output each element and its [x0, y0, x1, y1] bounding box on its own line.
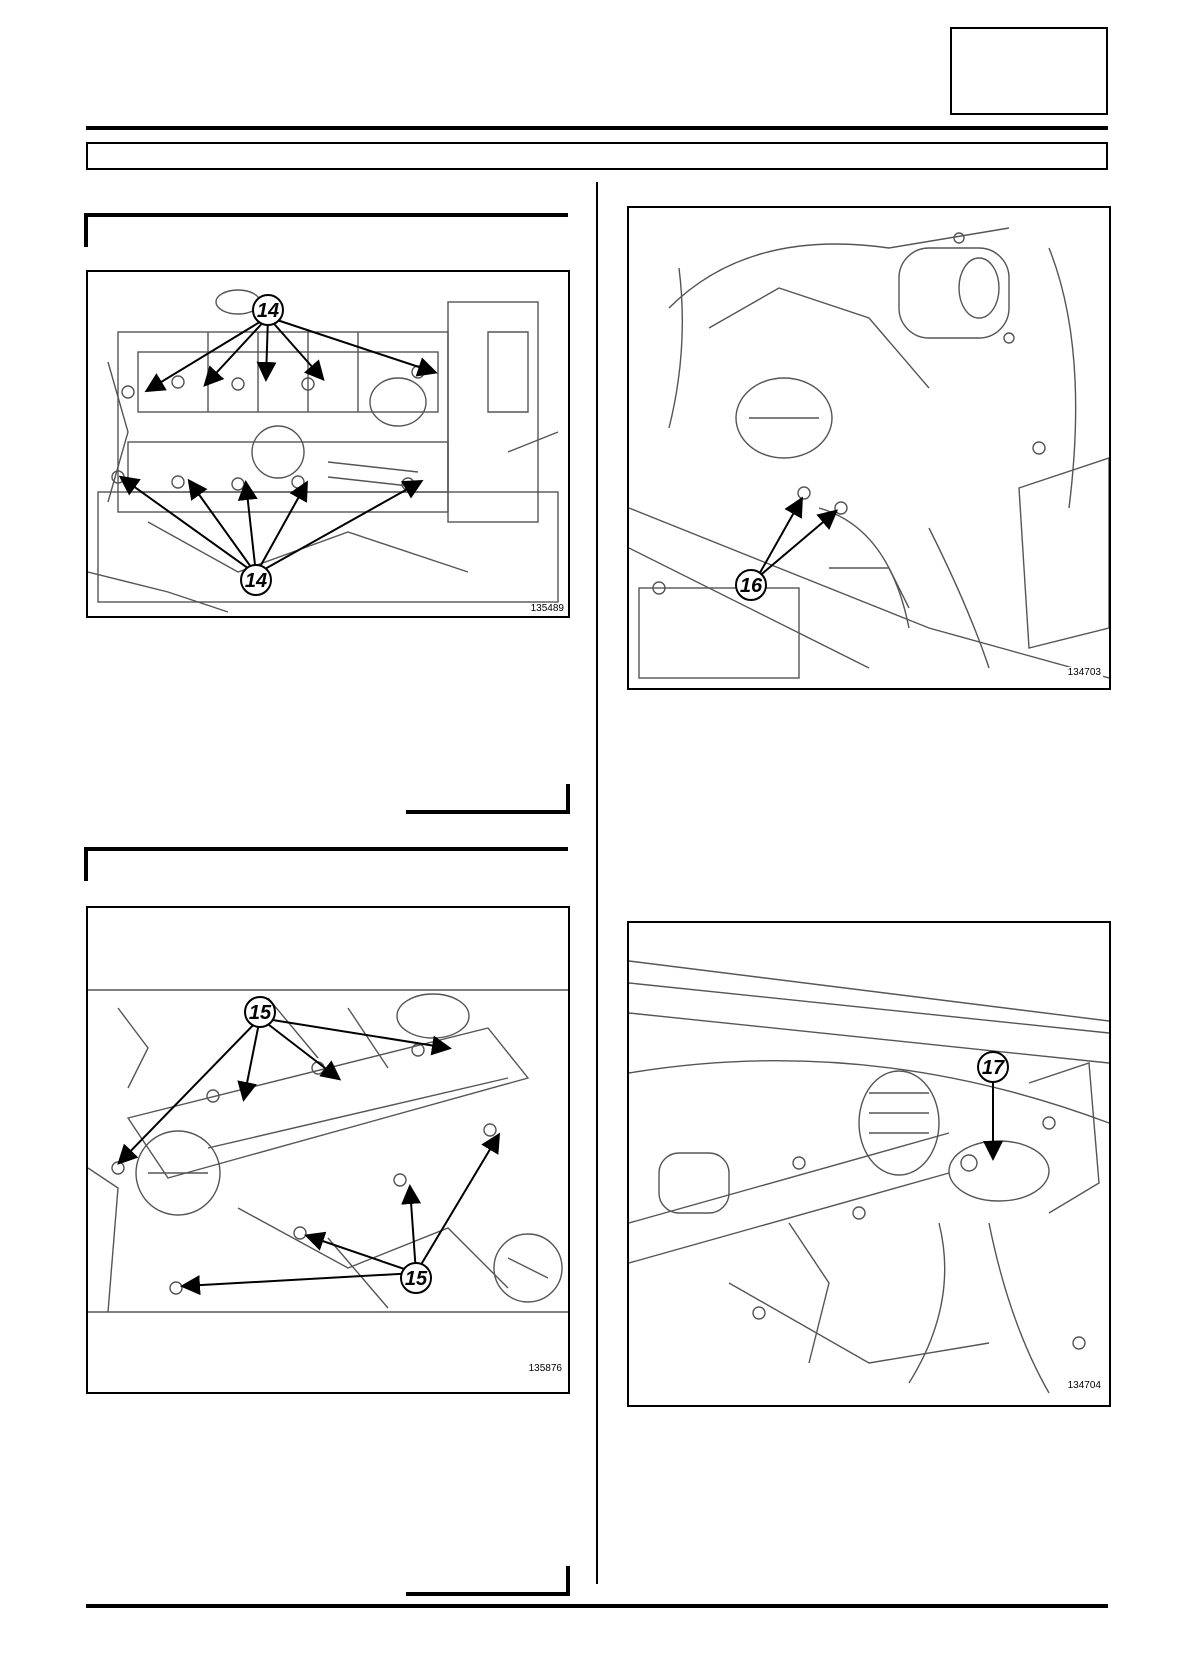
figure-4 [627, 921, 1111, 1407]
figure-2 [86, 906, 570, 1394]
figure-1-reference-number: 135489 [530, 603, 564, 614]
section-2-bracket-open [84, 847, 568, 881]
svg-text:17: 17 [981, 1057, 1005, 1079]
callout-15-top [245, 997, 275, 1027]
figure-4-reference-number: 134704 [1067, 1380, 1101, 1391]
svg-text:16: 16 [739, 575, 763, 597]
section-2-bracket-close [406, 1566, 570, 1596]
callout-15-bottom [401, 1263, 431, 1293]
figure-2-reference-number: 135876 [528, 1363, 562, 1374]
title-bar [86, 142, 1108, 170]
page-number-box [950, 27, 1108, 115]
footer-rule [86, 1604, 1108, 1608]
callout-17 [978, 1052, 1008, 1082]
figure-3-reference-number: 134703 [1067, 667, 1101, 678]
svg-text:15: 15 [248, 1002, 272, 1024]
engine-line-drawing-2 [88, 908, 568, 1392]
header-rule [86, 126, 1108, 130]
engine-line-drawing-3 [629, 208, 1109, 688]
svg-text:14: 14 [244, 570, 268, 592]
callout-16 [736, 570, 766, 600]
engine-line-drawing-1 [88, 272, 568, 616]
figure-1 [86, 270, 570, 618]
svg-text:14: 14 [256, 300, 280, 322]
section-1-bracket-close [406, 784, 570, 814]
callout-14-bottom [241, 565, 271, 595]
svg-text:15: 15 [404, 1268, 428, 1290]
callout-14-top [253, 295, 283, 325]
section-1-bracket-open [84, 213, 568, 247]
engine-line-drawing-4 [629, 923, 1109, 1405]
column-divider [596, 182, 598, 1584]
figure-3 [627, 206, 1111, 690]
